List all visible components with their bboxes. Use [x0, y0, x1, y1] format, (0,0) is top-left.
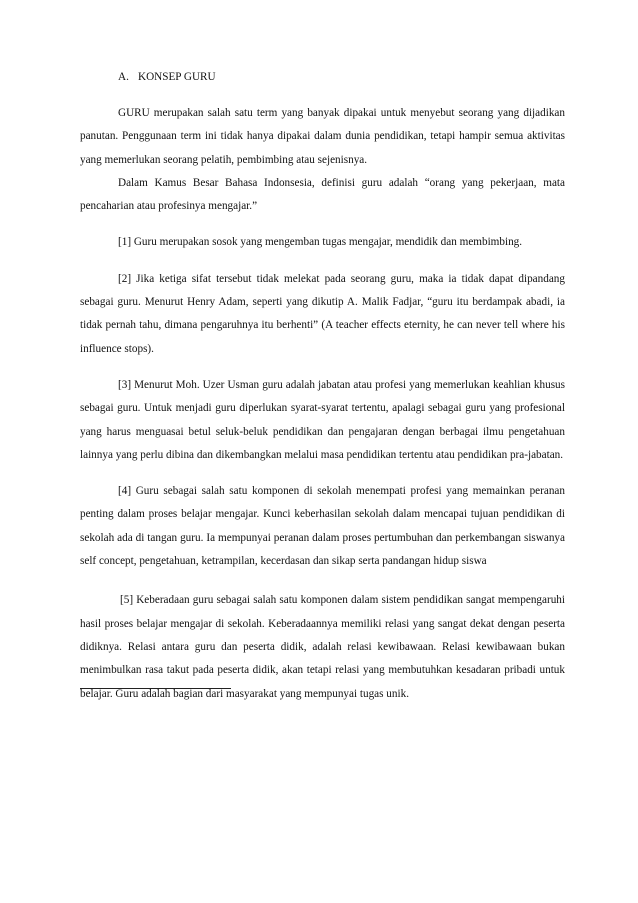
section-heading — [118, 66, 565, 88]
paragraph-4: [4] Guru sebagai salah satu komponen di sekolah menempati profesi yang memainkan peranan penting dalam proses belajar mengajar. Kunci keberhasilan sekolah dalam mencapai tujuan pendidikan di sekolah ada di tangan guru. Ia mempunyai peranan dalam proses pertumbuhan dan perkembangan siswanya self concept, pengetahuan, ketrampilan, kecerdasan dan sikap serta pandangan hidup siswa — [80, 485, 565, 568]
paragraph-1: [1] Guru merupakan sosok yang mengemban tugas mengajar, mendidik dan membimbing. — [118, 236, 523, 249]
paragraph-2: [2] Jika ketiga sifat tersebut tidak melekat pada seorang guru, maka ia tidak dapat dipandang sebagai guru. Menurut Henry Adam, seperti yang dikutip A. Malik Fadjar, “guru itu berdampak abadi, ia tidak pernah tahu, dimana pengaruhnya itu berhenti” (A teacher effects eternity, he can never tell where his influence stops). — [80, 272, 565, 355]
footnote-separator — [80, 688, 231, 689]
section-title: KONSEP GURU — [138, 71, 216, 83]
paragraph-kbbi-definition: Dalam Kamus Besar Bahasa Indonsesia, definisi guru adalah “orang yang pekerjaan, mata pencaharian atau profesinya mengajar.” — [80, 176, 565, 213]
paragraph-intro: GURU merupakan salah satu term yang banyak dipakai untuk menyebut seorang yang dijadikan panutan. Penggunaan term ini tidak hanya dipakai dalam dunia pendidikan, tetapi hampir semua aktivitas yang memerlukan seorang pelatih, pembimbing atau sejenisnya. — [80, 107, 565, 166]
document-body — [80, 66, 565, 706]
section-letter: A. — [118, 71, 129, 83]
paragraph-5: [5] Keberadaan guru sebagai salah satu komponen dalam sistem pendidikan sangat mempengaruhi hasil proses belajar mengajar di sekolah. Keberadaannya memiliki relasi yang sangat dekat dengan peserta didiknya. Relasi antara guru dan peserta didik, adalah relasi kewibawaan. Relasi kewibawaan bukan menimbulkan rasa takut pada peserta didik, akan tetapi relasi yang membutuhkan kesadaran pribadi untuk belajar. Guru adalah bagian dari masyarakat yang mempunyai tugas unik. — [80, 594, 565, 700]
paragraph-3: [3] Menurut Moh. Uzer Usman guru adalah jabatan atau profesi yang memerlukan keahlian khusus sebagai guru. Untuk menjadi guru diperlukan syarat-syarat tertentu, apalagi sebagai guru yang profesional yang harus menguasai betul seluk-beluk pendidikan dan pengajaran dengan berbagai ilmu pengetahuan lainnya yang perlu dibina dan dikembangkan melalui masa pendidikan tertentu atau pendidikan pra-jabatan. — [80, 378, 565, 461]
